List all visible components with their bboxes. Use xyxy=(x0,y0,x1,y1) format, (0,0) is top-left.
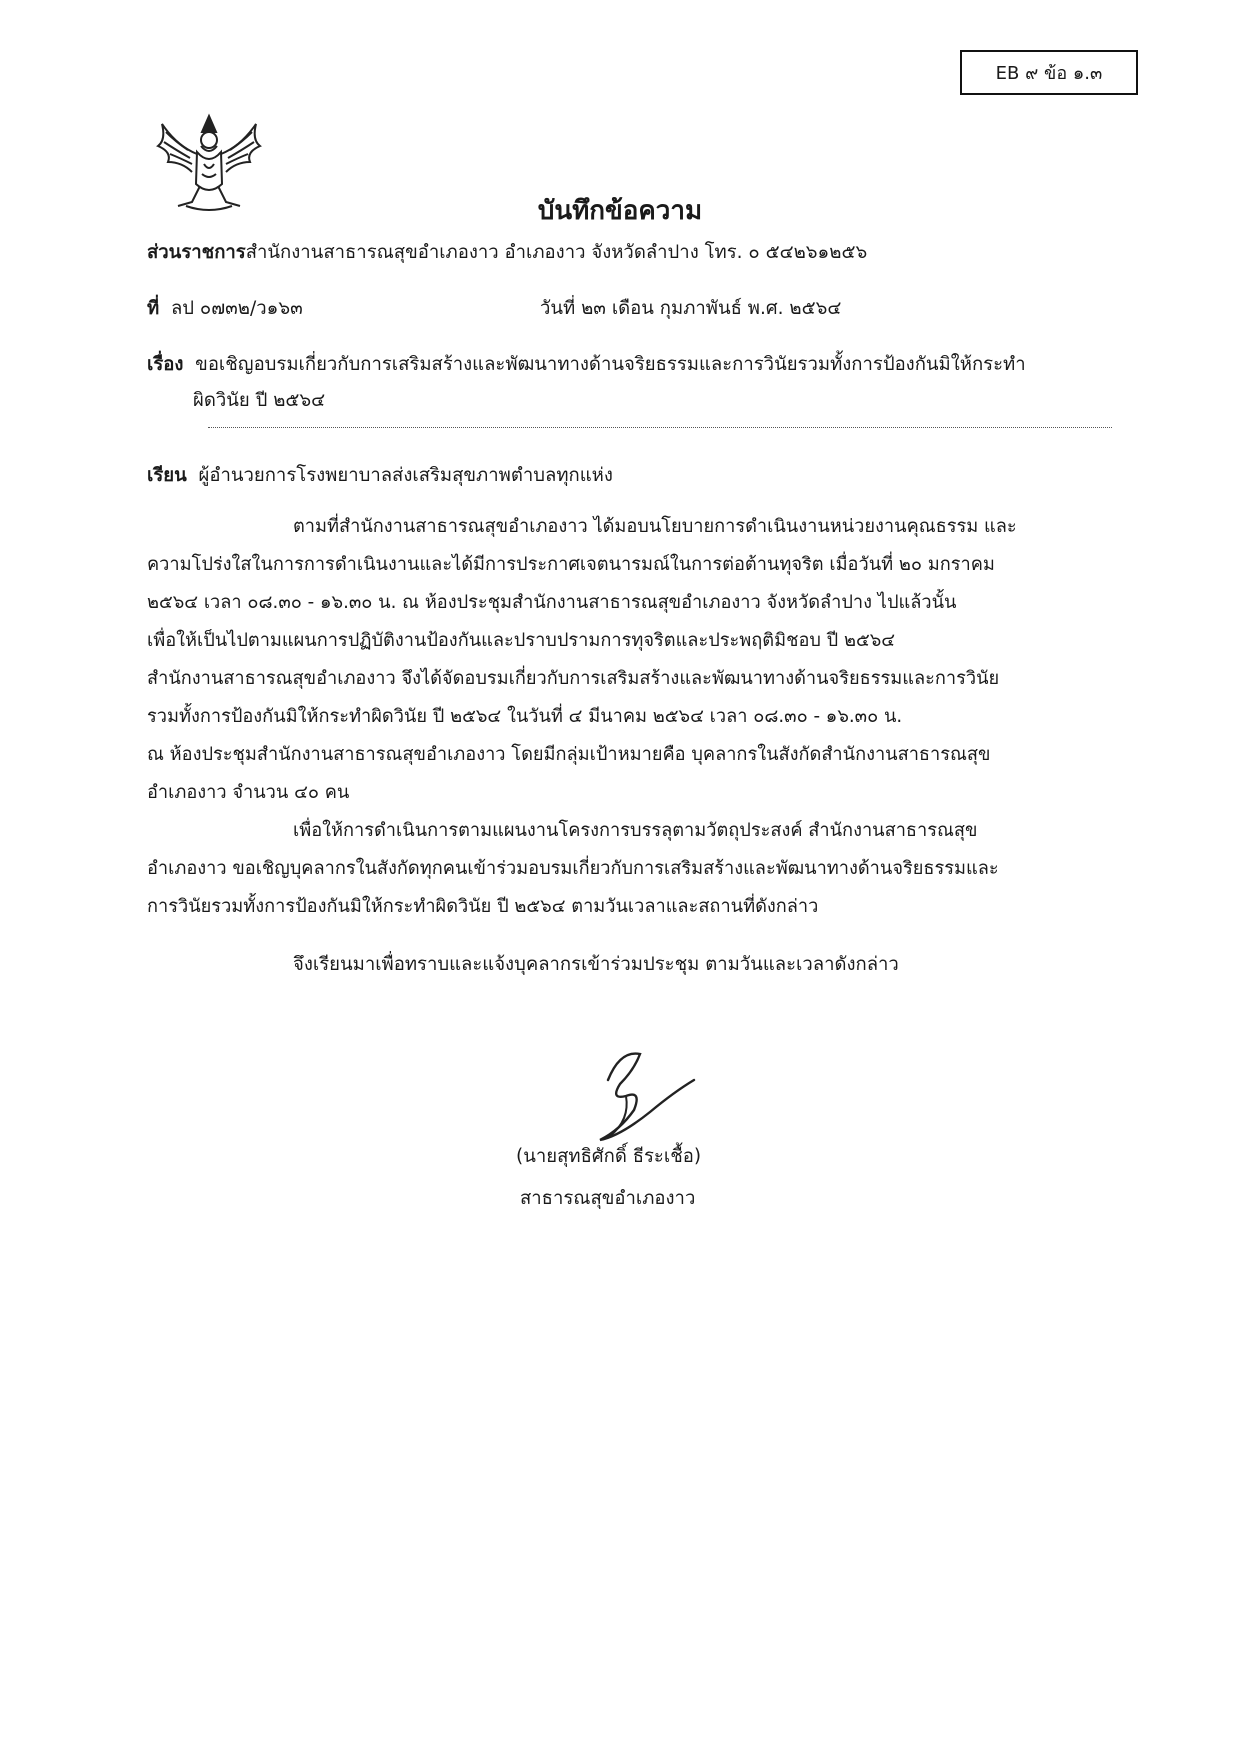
document-title: บันทึกข้อความ xyxy=(537,196,703,226)
signature-mark xyxy=(590,1040,700,1145)
paragraph-line: ตามที่สำนักงานสาธารณสุขอำเภองาว ได้มอบนโยบายการดำเนินงานหน่วยงานคุณธรรม และ xyxy=(293,516,1017,537)
agency-row xyxy=(147,238,867,267)
recipient-row xyxy=(147,461,613,490)
paragraph-line: อำเภองาว ขอเชิญบุคลากรในสังกัดทุกคนเข้าร่วมอบรมเกี่ยวกับการเสริมสร้างและพัฒนาทางด้านจริยธรรมและ xyxy=(147,858,999,879)
subject-row xyxy=(147,350,1026,379)
paragraph-line: เพื่อให้การดำเนินการตามแผนงานโครงการบรรลุตามวัตถุประสงค์ สำนักงานสาธารณสุข xyxy=(293,820,978,841)
paragraph-line: การวินัยรวมทั้งการป้องกันมิให้กระทำผิดวินัย ปี ๒๕๖๔ ตามวันเวลาและสถานที่ดังกล่าว xyxy=(147,896,819,917)
paragraph-line: ๒๕๖๔ เวลา ๐๘.๓๐ - ๑๖.๓๐ น. ณ ห้องประชุมสำนักงานสาธารณสุขอำเภองาว จังหวัดลำปาง ไปแล้วนั้น xyxy=(147,592,957,613)
paragraph-line: รวมทั้งการป้องกันมิให้กระทำผิดวินัย ปี ๒๕๖๔ ในวันที่ ๔ มีนาคม ๒๕๖๔ เวลา ๐๘.๓๐ - ๑๖.๓๐ น. xyxy=(147,706,903,727)
paragraph-line: ณ ห้องประชุมสำนักงานสาธารณสุขอำเภองาว โดยมีกลุ่มเป้าหมายคือ บุคลากรในสังกัดสำนักงานสาธารณสุข xyxy=(147,744,991,765)
paragraph-line: อำเภองาว จำนวน ๔๐ คน xyxy=(147,782,350,803)
paragraph-line: สำนักงานสาธารณสุขอำเภองาว จึงได้จัดอบรมเกี่ยวกับการเสริมสร้างและพัฒนาทางด้านจริยธรรมและการวินัย xyxy=(147,668,1000,689)
agency-label: ส่วนราชการ xyxy=(147,242,246,263)
paragraph-line: ความโปร่งใสในการการดำเนินงานและได้มีการประกาศเจตนารมณ์ในการต่อต้านทุจริต เมื่อวันที่ ๒๐ มกราคม xyxy=(147,554,995,575)
divider xyxy=(208,427,1112,428)
subject-text-continued: ผิดวินัย ปี ๒๕๖๔ xyxy=(193,390,326,411)
reference-label: ที่ xyxy=(147,298,160,319)
body-paragraph-1 xyxy=(147,508,1112,812)
recipient-label: เรียน xyxy=(147,465,187,486)
recipient-value: ผู้อำนวยการโรงพยาบาลส่งเสริมสุขภาพตำบลทุกแห่ง xyxy=(198,465,613,486)
signatory-position: สาธารณสุขอำเภองาว xyxy=(520,1188,696,1209)
paragraph-line: เพื่อให้เป็นไปตามแผนการปฏิบัติงานป้องกันและปราบปรามการทุจริตและประพฤติมิชอบ ปี ๒๕๖๔ xyxy=(147,630,896,651)
reference-number: ลป ๐๗๓๒/ว๑๖๓ xyxy=(170,298,303,319)
reference-row xyxy=(147,294,303,323)
subject-text: ขอเชิญอบรมเกี่ยวกับการเสริมสร้างและพัฒนาทางด้านจริยธรรมและการวินัยรวมทั้งการป้องกันมิให้กระทำ xyxy=(195,354,1026,375)
closing-sentence: จึงเรียนมาเพื่อทราบและแจ้งบุคลากรเข้าร่วมประชุม ตามวันและเวลาดังกล่าว xyxy=(293,954,899,975)
date-value: วันที่ ๒๓ เดือน กุมภาพันธ์ พ.ศ. ๒๕๖๔ xyxy=(540,298,842,319)
signatory-name: (นายสุทธิศักดิ์ ธีระเชื้อ) xyxy=(516,1146,702,1167)
body-paragraph-2 xyxy=(147,812,1112,926)
reference-box: EB ๙ ข้อ ๑.๓ xyxy=(960,50,1138,95)
agency-value: สำนักงานสาธารณสุขอำเภองาว อำเภองาว จังหวัดลำปาง โทร. ๐ ๕๔๒๖๑๒๕๖ xyxy=(245,242,868,263)
subject-label: เรื่อง xyxy=(147,354,184,375)
